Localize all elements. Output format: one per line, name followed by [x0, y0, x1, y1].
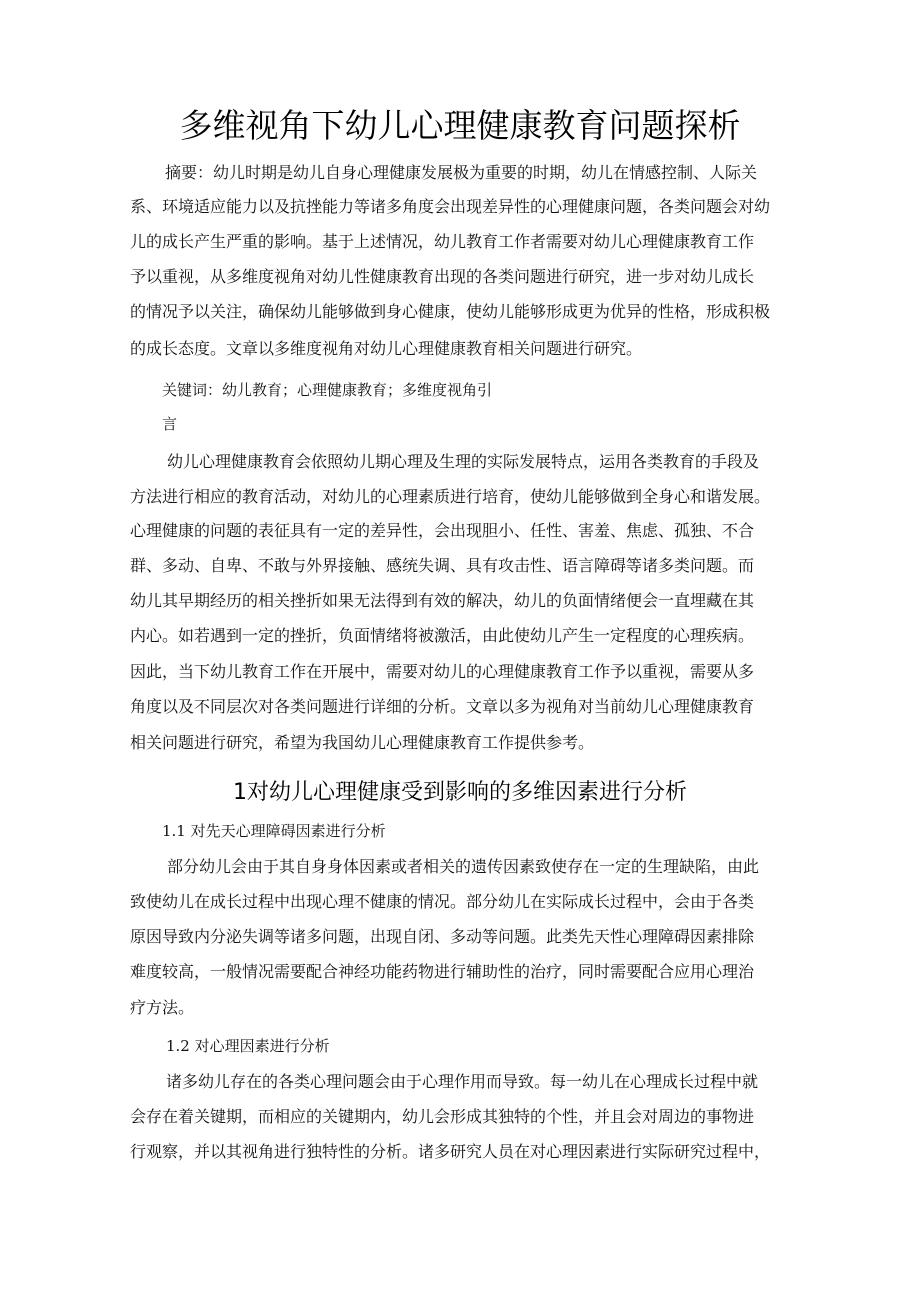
intro-line: 内心。如若遇到一定的挫折，负面情绪将被激活，由此使幼儿产生一定程度的心理疾病。 — [130, 626, 755, 645]
body-line: 致使幼儿在成长过程中出现心理不健康的情况。部分幼儿在实际成长过程中，会由于各类 — [130, 892, 755, 911]
body-line: 疗方法。 — [130, 998, 195, 1017]
body-line: 难度较高，一般情况需要配合神经功能药物进行辅助性的治疗，同时需要配合应用心理治 — [130, 962, 755, 981]
abstract-line: 系、环境适应能力以及抗挫能力等诸多角度会出现差异性的心理健康问题，各类问题会对幼 — [130, 197, 771, 216]
intro-line: 群、多动、自卑、不敢与外界接触、感统失调、具有攻击性、语言障碍等诸多类问题。而 — [130, 556, 755, 575]
intro-line: 幼儿其早期经历的相关挫折如果无法得到有效的解决，幼儿的负面情绪便会一直埋藏在其 — [130, 591, 755, 610]
abstract-line: 予以重视，从多维度视角对幼儿性健康教育出现的各类问题进行研究，进一步对幼儿成长 — [130, 267, 755, 286]
subsection-heading: 1.1 对先天心理障碍因素进行分析 — [162, 822, 386, 840]
body-line: 部分幼儿会由于其自身身体因素或者相关的遗传因素致使存在一定的生理缺陷，由此 — [167, 857, 760, 876]
document-title: 多维视角下幼儿心理健康教育问题探析 — [179, 106, 741, 145]
section-heading: 1对幼儿心理健康受到影响的多维因素进行分析 — [233, 780, 687, 805]
intro-line: 方法进行相应的教育活动，对幼儿的心理素质进行培育，使幼儿能够做到全身心和谐发展。 — [130, 487, 771, 506]
intro-label: 言 — [162, 415, 178, 433]
body-line: 诸多幼儿存在的各类心理问题会由于心理作用而导致。每一幼儿在心理成长过程中就 — [166, 1072, 759, 1091]
abstract-line: 的成长态度。文章以多维度视角对幼儿心理健康教育相关问题进行研究。 — [130, 339, 643, 358]
body-line: 原因导致内分泌失调等诸多问题，出现自闭、多动等问题。此类先天性心理障碍因素排除 — [130, 927, 755, 946]
intro-line: 相关问题进行研究，希望为我国幼儿心理健康教育工作提供参考。 — [130, 733, 595, 752]
abstract-line: 摘要：幼儿时期是幼儿自身心理健康发展极为重要的时期，幼儿在情感控制、人际关 — [165, 163, 758, 182]
subsection-heading: 1.2 对心理因素进行分析 — [166, 1037, 330, 1055]
intro-line: 角度以及不同层次对各类问题进行详细的分析。文章以多为视角对当前幼儿心理健康教育 — [130, 697, 755, 716]
body-line: 会存在着关键期，而相应的关键期内，幼儿会形成其独特的个性，并且会对周边的事物进 — [130, 1107, 755, 1126]
intro-line: 因此，当下幼儿教育工作在开展中，需要对幼儿的心理健康教育工作予以重视，需要从多 — [130, 662, 755, 681]
intro-line: 幼儿心理健康教育会依照幼儿期心理及生理的实际发展特点，运用各类教育的手段及 — [167, 452, 760, 471]
abstract-line: 儿的成长产生严重的影响。基于上述情况，幼儿教育工作者需要对幼儿心理健康教育工作 — [130, 232, 755, 251]
abstract-line: 的情况予以关注，确保幼儿能够做到身心健康，使幼儿能够形成更为优异的性格，形成积极 — [130, 302, 771, 321]
keywords-line: 关键词：幼儿教育；心理健康教育；多维度视角引 — [162, 381, 493, 399]
intro-line: 心理健康的问题的表征具有一定的差异性，会出现胆小、任性、害羞、焦虑、孤独、不合 — [130, 521, 755, 540]
body-line: 行观察，并以其视角进行独特性的分析。诸多研究人员在对心理因素进行实际研究过程中， — [130, 1142, 771, 1161]
